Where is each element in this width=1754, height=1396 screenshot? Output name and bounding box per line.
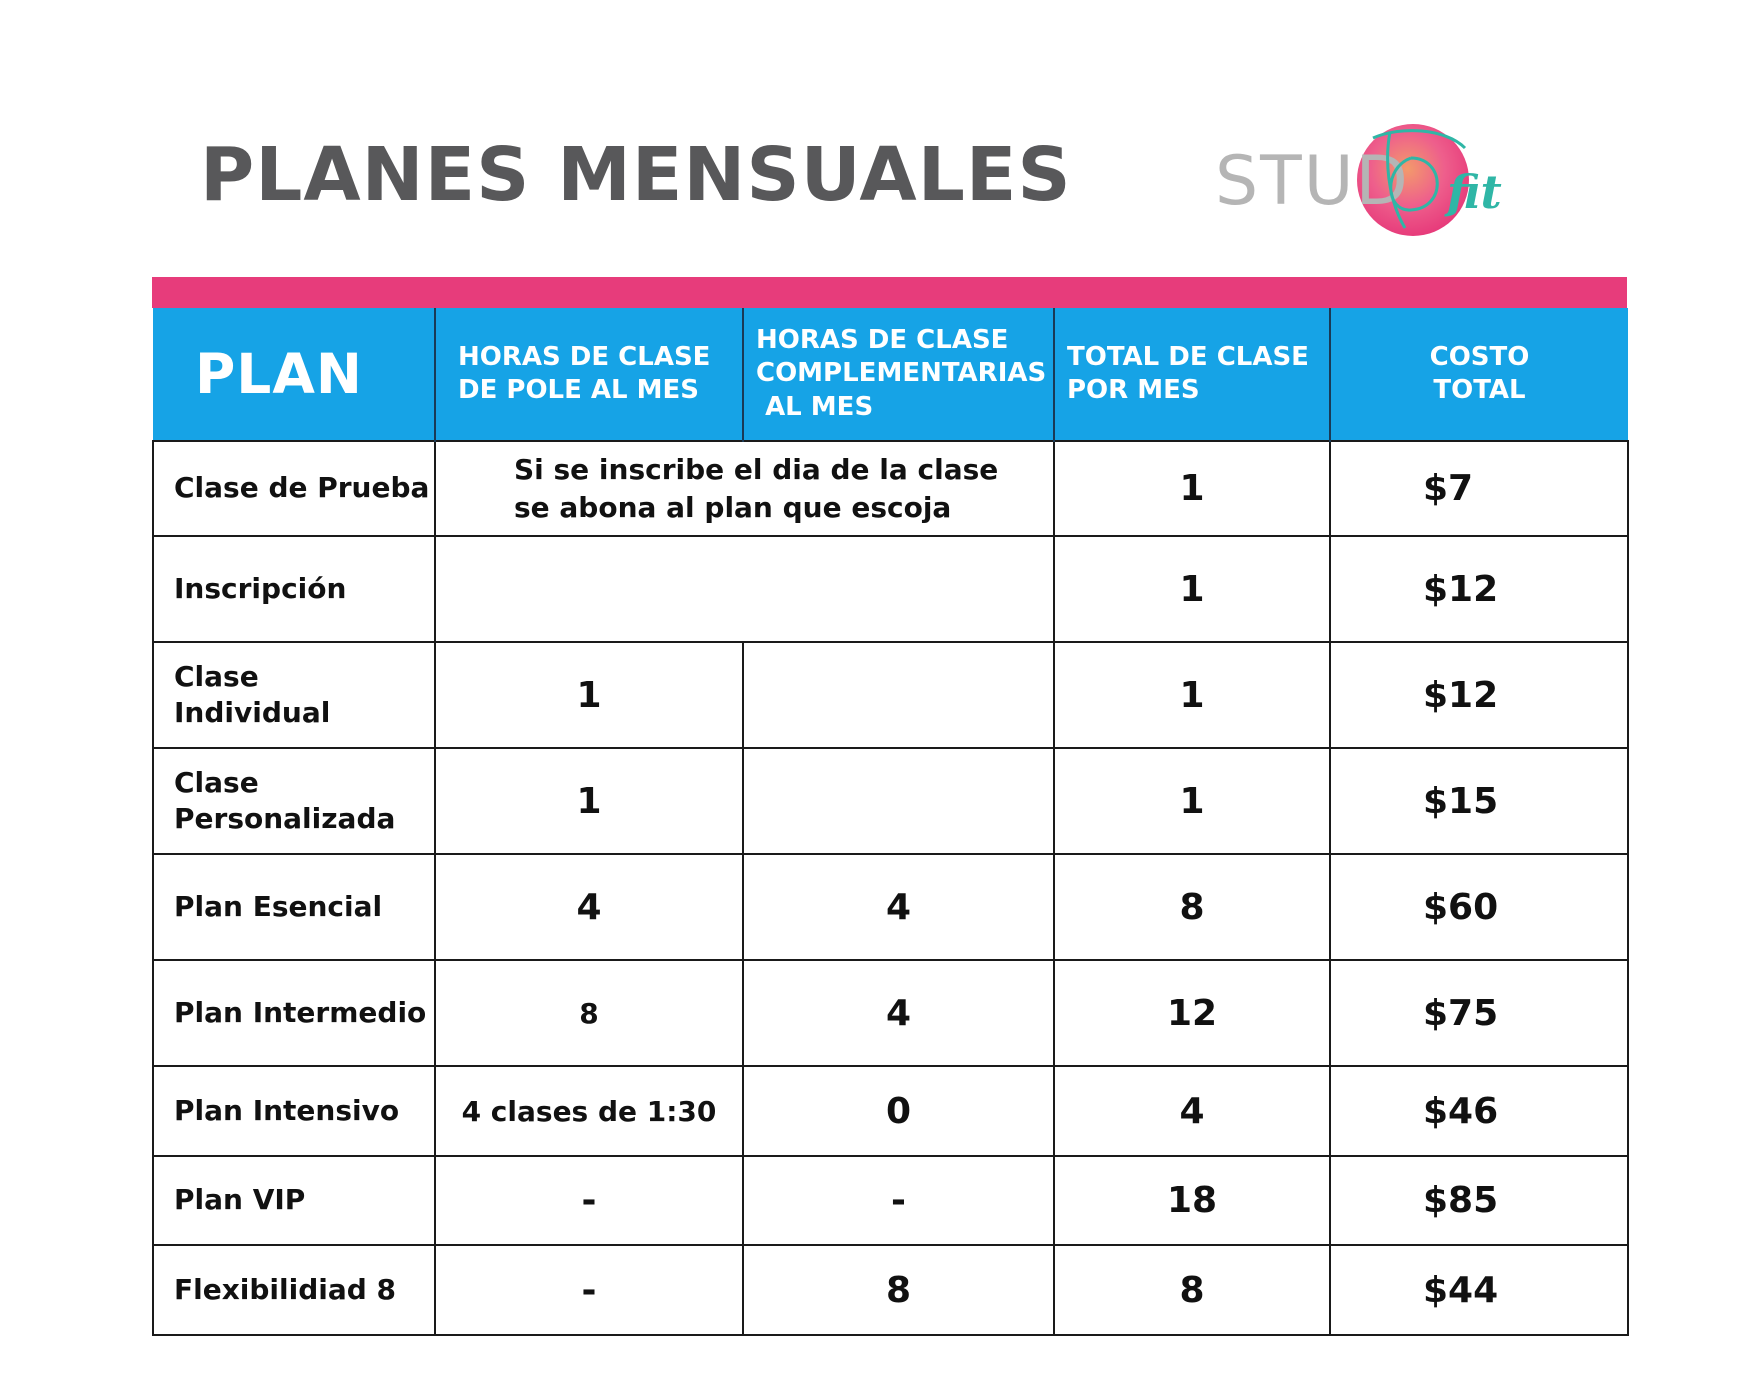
total-classes: 18 bbox=[1054, 1156, 1330, 1245]
plan-name: Flexibilidiad 8 bbox=[153, 1245, 435, 1335]
complementary-hours: 8 bbox=[743, 1245, 1054, 1335]
plan-name: Plan Intermedio bbox=[153, 960, 435, 1066]
pole-hours: 1 bbox=[435, 748, 743, 854]
table-row bbox=[153, 854, 1628, 960]
total-classes: 4 bbox=[1054, 1066, 1330, 1156]
table-header-row bbox=[153, 308, 1628, 441]
plan-name: Plan VIP bbox=[153, 1156, 435, 1245]
plan-name: Plan Intensivo bbox=[153, 1066, 435, 1156]
complementary-hours: 0 bbox=[743, 1066, 1054, 1156]
total-cost: $44 bbox=[1330, 1245, 1628, 1335]
header-complementary-hours: HORAS DE CLASE COMPLEMENTARIAS AL MES bbox=[743, 308, 1054, 441]
empty-merged-cell bbox=[435, 536, 1054, 642]
total-cost: $15 bbox=[1330, 748, 1628, 854]
table-row bbox=[153, 536, 1628, 642]
pole-hours: 4 bbox=[435, 854, 743, 960]
table-row bbox=[153, 642, 1628, 748]
total-cost: $46 bbox=[1330, 1066, 1628, 1156]
plan-name: Inscripción bbox=[153, 536, 435, 642]
header-total-classes: TOTAL DE CLASE POR MES bbox=[1054, 308, 1330, 441]
total-cost: $85 bbox=[1330, 1156, 1628, 1245]
total-cost: $60 bbox=[1330, 854, 1628, 960]
total-classes: 1 bbox=[1054, 642, 1330, 748]
logo-text: STUD bbox=[1215, 142, 1410, 221]
table-row bbox=[153, 1156, 1628, 1245]
total-classes: 1 bbox=[1054, 748, 1330, 854]
plan-name: Clase Personalizada bbox=[153, 748, 435, 854]
total-cost: $7 bbox=[1330, 441, 1628, 536]
header-total-cost: COSTO TOTAL bbox=[1330, 308, 1628, 441]
table-row bbox=[153, 1066, 1628, 1156]
plans-table bbox=[152, 308, 1629, 1336]
total-cost: $75 bbox=[1330, 960, 1628, 1066]
complementary-hours bbox=[743, 642, 1054, 748]
plan-name: Plan Esencial bbox=[153, 854, 435, 960]
header-plan: PLAN bbox=[153, 308, 435, 441]
complementary-hours: 4 bbox=[743, 854, 1054, 960]
studio-fit-logo bbox=[1215, 118, 1515, 243]
pole-hours: 8 bbox=[435, 960, 743, 1066]
plan-name: Clase de Prueba bbox=[153, 441, 435, 536]
table-row bbox=[153, 960, 1628, 1066]
total-classes: 8 bbox=[1054, 1245, 1330, 1335]
logo-script-text: fit bbox=[1447, 165, 1502, 219]
total-classes: 12 bbox=[1054, 960, 1330, 1066]
total-cost: $12 bbox=[1330, 536, 1628, 642]
total-classes: 8 bbox=[1054, 854, 1330, 960]
complementary-hours: - bbox=[743, 1156, 1054, 1245]
pole-hours: - bbox=[435, 1156, 743, 1245]
complementary-hours bbox=[743, 748, 1054, 854]
total-classes: 1 bbox=[1054, 441, 1330, 536]
header-pole-hours: HORAS DE CLASE DE POLE AL MES bbox=[435, 308, 743, 441]
table-row bbox=[153, 1245, 1628, 1335]
pole-hours: 4 clases de 1:30 bbox=[435, 1066, 743, 1156]
total-classes: 1 bbox=[1054, 536, 1330, 642]
total-cost: $12 bbox=[1330, 642, 1628, 748]
trial-note: Si se inscribe el dia de la clase se abona al plan que escoja bbox=[435, 441, 1054, 536]
pole-hours: 1 bbox=[435, 642, 743, 748]
plan-name: Clase Individual bbox=[153, 642, 435, 748]
page-title: PLANES MENSUALES bbox=[200, 132, 1072, 218]
complementary-hours: 4 bbox=[743, 960, 1054, 1066]
pink-accent-bar bbox=[152, 277, 1627, 308]
table-row bbox=[153, 748, 1628, 854]
pole-hours: - bbox=[435, 1245, 743, 1335]
table-row bbox=[153, 441, 1628, 536]
